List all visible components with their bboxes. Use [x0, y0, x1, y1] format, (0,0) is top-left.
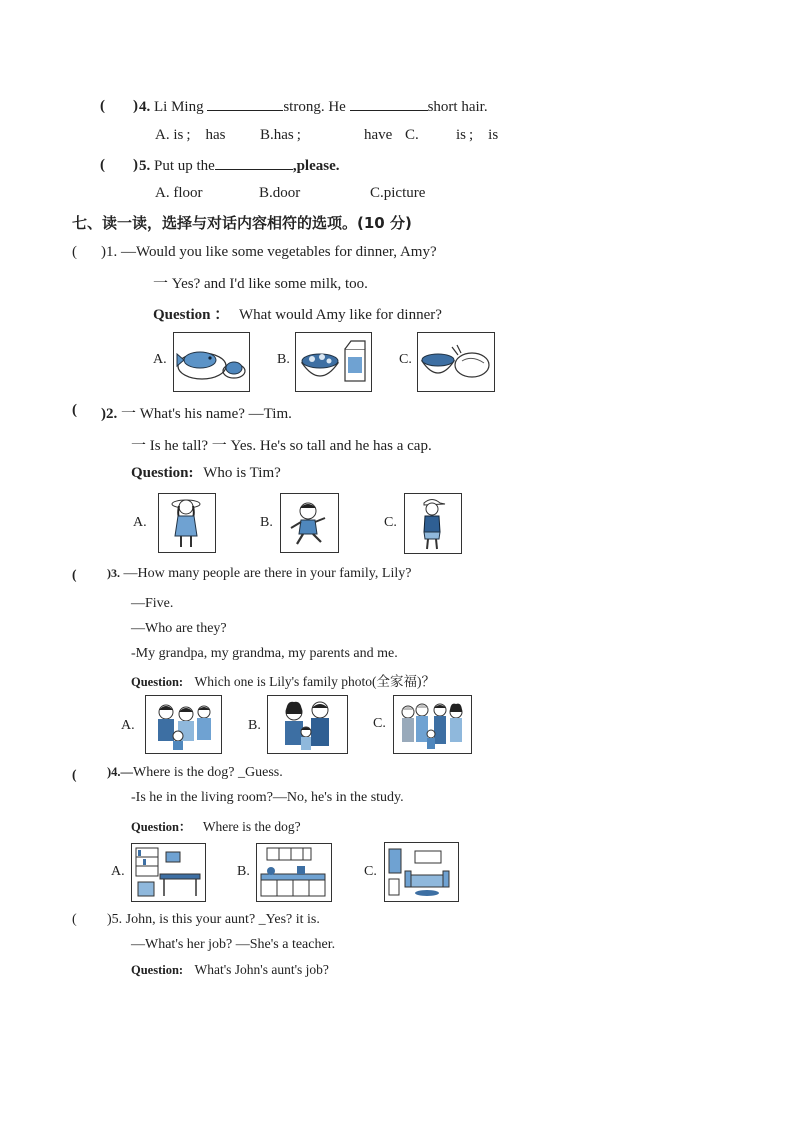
answer-paren-open: ( — [100, 157, 105, 173]
option-a-label: A. — [133, 515, 147, 530]
question-number: )5. — [107, 912, 123, 927]
question-label: Question: — [131, 675, 184, 689]
question-text: What would Amy like for dinner? — [239, 307, 442, 323]
answer-blank[interactable] — [207, 98, 283, 111]
question-prompt — [131, 817, 301, 835]
dialogue-line: John, is this your aunt? _Yes? it is. — [125, 912, 320, 927]
option-c: C. — [405, 127, 419, 143]
option-b-cont: have — [364, 127, 393, 143]
dialogue-line: Where is the dog? _Guess. — [133, 765, 283, 780]
tall-boy-with-cap-picture[interactable] — [404, 493, 462, 554]
question-label: Question: — [131, 465, 194, 481]
question-prompt — [153, 303, 442, 324]
question-4 — [139, 98, 488, 116]
dialogue-line: —Who are they? — [131, 621, 227, 636]
kitchen-picture[interactable] — [256, 843, 332, 902]
answer-paren-close: ) — [133, 157, 138, 173]
option-c: C.picture — [370, 185, 426, 201]
question-text: short hair. — [427, 99, 488, 115]
dialogue-line: 一 What's his name? —Tim. — [121, 406, 292, 422]
question-number: )4.— — [107, 765, 134, 779]
question-prompt — [131, 670, 435, 690]
option-c-label: C. — [384, 515, 397, 530]
dialogue-line: —How many people are there in your family, Lily? — [123, 566, 412, 581]
fish-and-egg-picture[interactable] — [173, 332, 250, 392]
dialogue-line: 一 Is he tall? 一 Yes. He's so tall and he has a cap. — [131, 438, 432, 454]
dialogue-line: —Would you like some vegetables for dinner, Amy? — [121, 244, 437, 260]
answer-paren-open: ( — [72, 402, 77, 418]
family-photo-b-picture[interactable] — [267, 695, 348, 754]
option-c-cont: is ; is — [456, 127, 499, 143]
dialogue-line: -Is he in the living room?—No, he's in the study. — [131, 790, 404, 805]
dialogue-line: —Five. — [131, 596, 174, 611]
dialogue-line: —What's her job? —She's a teacher. — [131, 937, 336, 952]
answer-paren-close: ) — [133, 98, 138, 114]
question-number: )1. — [101, 244, 118, 260]
question-5-line1 — [107, 912, 320, 928]
question-label: Question ： — [153, 307, 230, 323]
living-room-picture[interactable] — [384, 842, 459, 902]
question-label: Question： — [131, 820, 192, 834]
question-text: Put up the — [154, 158, 215, 174]
answer-paren-open: ( — [100, 98, 105, 114]
question-3-line1 — [107, 566, 411, 582]
question-text: ,please. — [292, 158, 340, 174]
option-a: A. floor — [155, 185, 203, 201]
option-b: B.door — [259, 185, 301, 201]
option-a: A. is ; has — [155, 127, 226, 143]
question-1-line1 — [101, 244, 437, 261]
girl-with-hat-picture[interactable] — [158, 493, 216, 553]
option-c-label: C. — [364, 864, 377, 879]
answer-paren-open: ( — [72, 244, 77, 260]
family-photo-c-picture[interactable] — [393, 695, 472, 754]
option-b-label: B. — [237, 864, 250, 879]
question-number: 5. — [139, 158, 151, 174]
option-a-label: A. — [111, 864, 125, 879]
option-b: B.has ; — [260, 127, 301, 143]
section-title: 七、读一读，选择与对话内容相符的选项。(10 分) — [72, 214, 412, 232]
option-a-label: A. — [153, 352, 167, 367]
dialogue-line: -My grandpa, my grandma, my parents and me. — [131, 646, 398, 661]
question-2-line1 — [101, 402, 292, 423]
question-number: )2. — [101, 406, 118, 422]
question-text: strong. He — [283, 99, 350, 115]
question-4-line1 — [107, 765, 283, 781]
study-room-picture[interactable] — [131, 843, 206, 902]
option-c-label: C. — [373, 716, 386, 731]
option-b-label: B. — [260, 515, 273, 530]
soup-and-chicken-picture[interactable] — [417, 332, 495, 392]
answer-paren-open: ( — [72, 912, 77, 927]
question-label: Question: — [131, 963, 184, 977]
answer-paren-open: ( — [72, 767, 77, 782]
option-c-label: C. — [399, 352, 412, 367]
question-number: 4. — [139, 99, 151, 115]
question-text: What's John's aunt's job? — [194, 962, 329, 977]
answer-blank[interactable] — [215, 157, 293, 170]
dialogue-line: 一 Yes? and I'd like some milk, too. — [153, 276, 368, 292]
question-text: Where is the dog? — [202, 819, 301, 834]
question-text: Li Ming — [154, 99, 208, 115]
option-b-label: B. — [277, 352, 290, 367]
question-number: )3. — [107, 566, 120, 580]
answer-blank[interactable] — [350, 98, 428, 111]
question-text: Who is Tim? — [203, 465, 281, 481]
family-photo-a-picture[interactable] — [145, 695, 222, 754]
question-text: Which one is Lily's family photo(全家福)？ — [194, 674, 435, 689]
question-5 — [139, 157, 340, 175]
question-prompt — [131, 962, 329, 978]
answer-paren-open: ( — [72, 567, 77, 582]
short-boy-running-picture[interactable] — [280, 493, 339, 553]
salad-and-milk-picture[interactable] — [295, 332, 372, 392]
option-b-label: B. — [248, 718, 261, 733]
option-a-label: A. — [121, 718, 135, 733]
question-prompt — [131, 465, 281, 482]
